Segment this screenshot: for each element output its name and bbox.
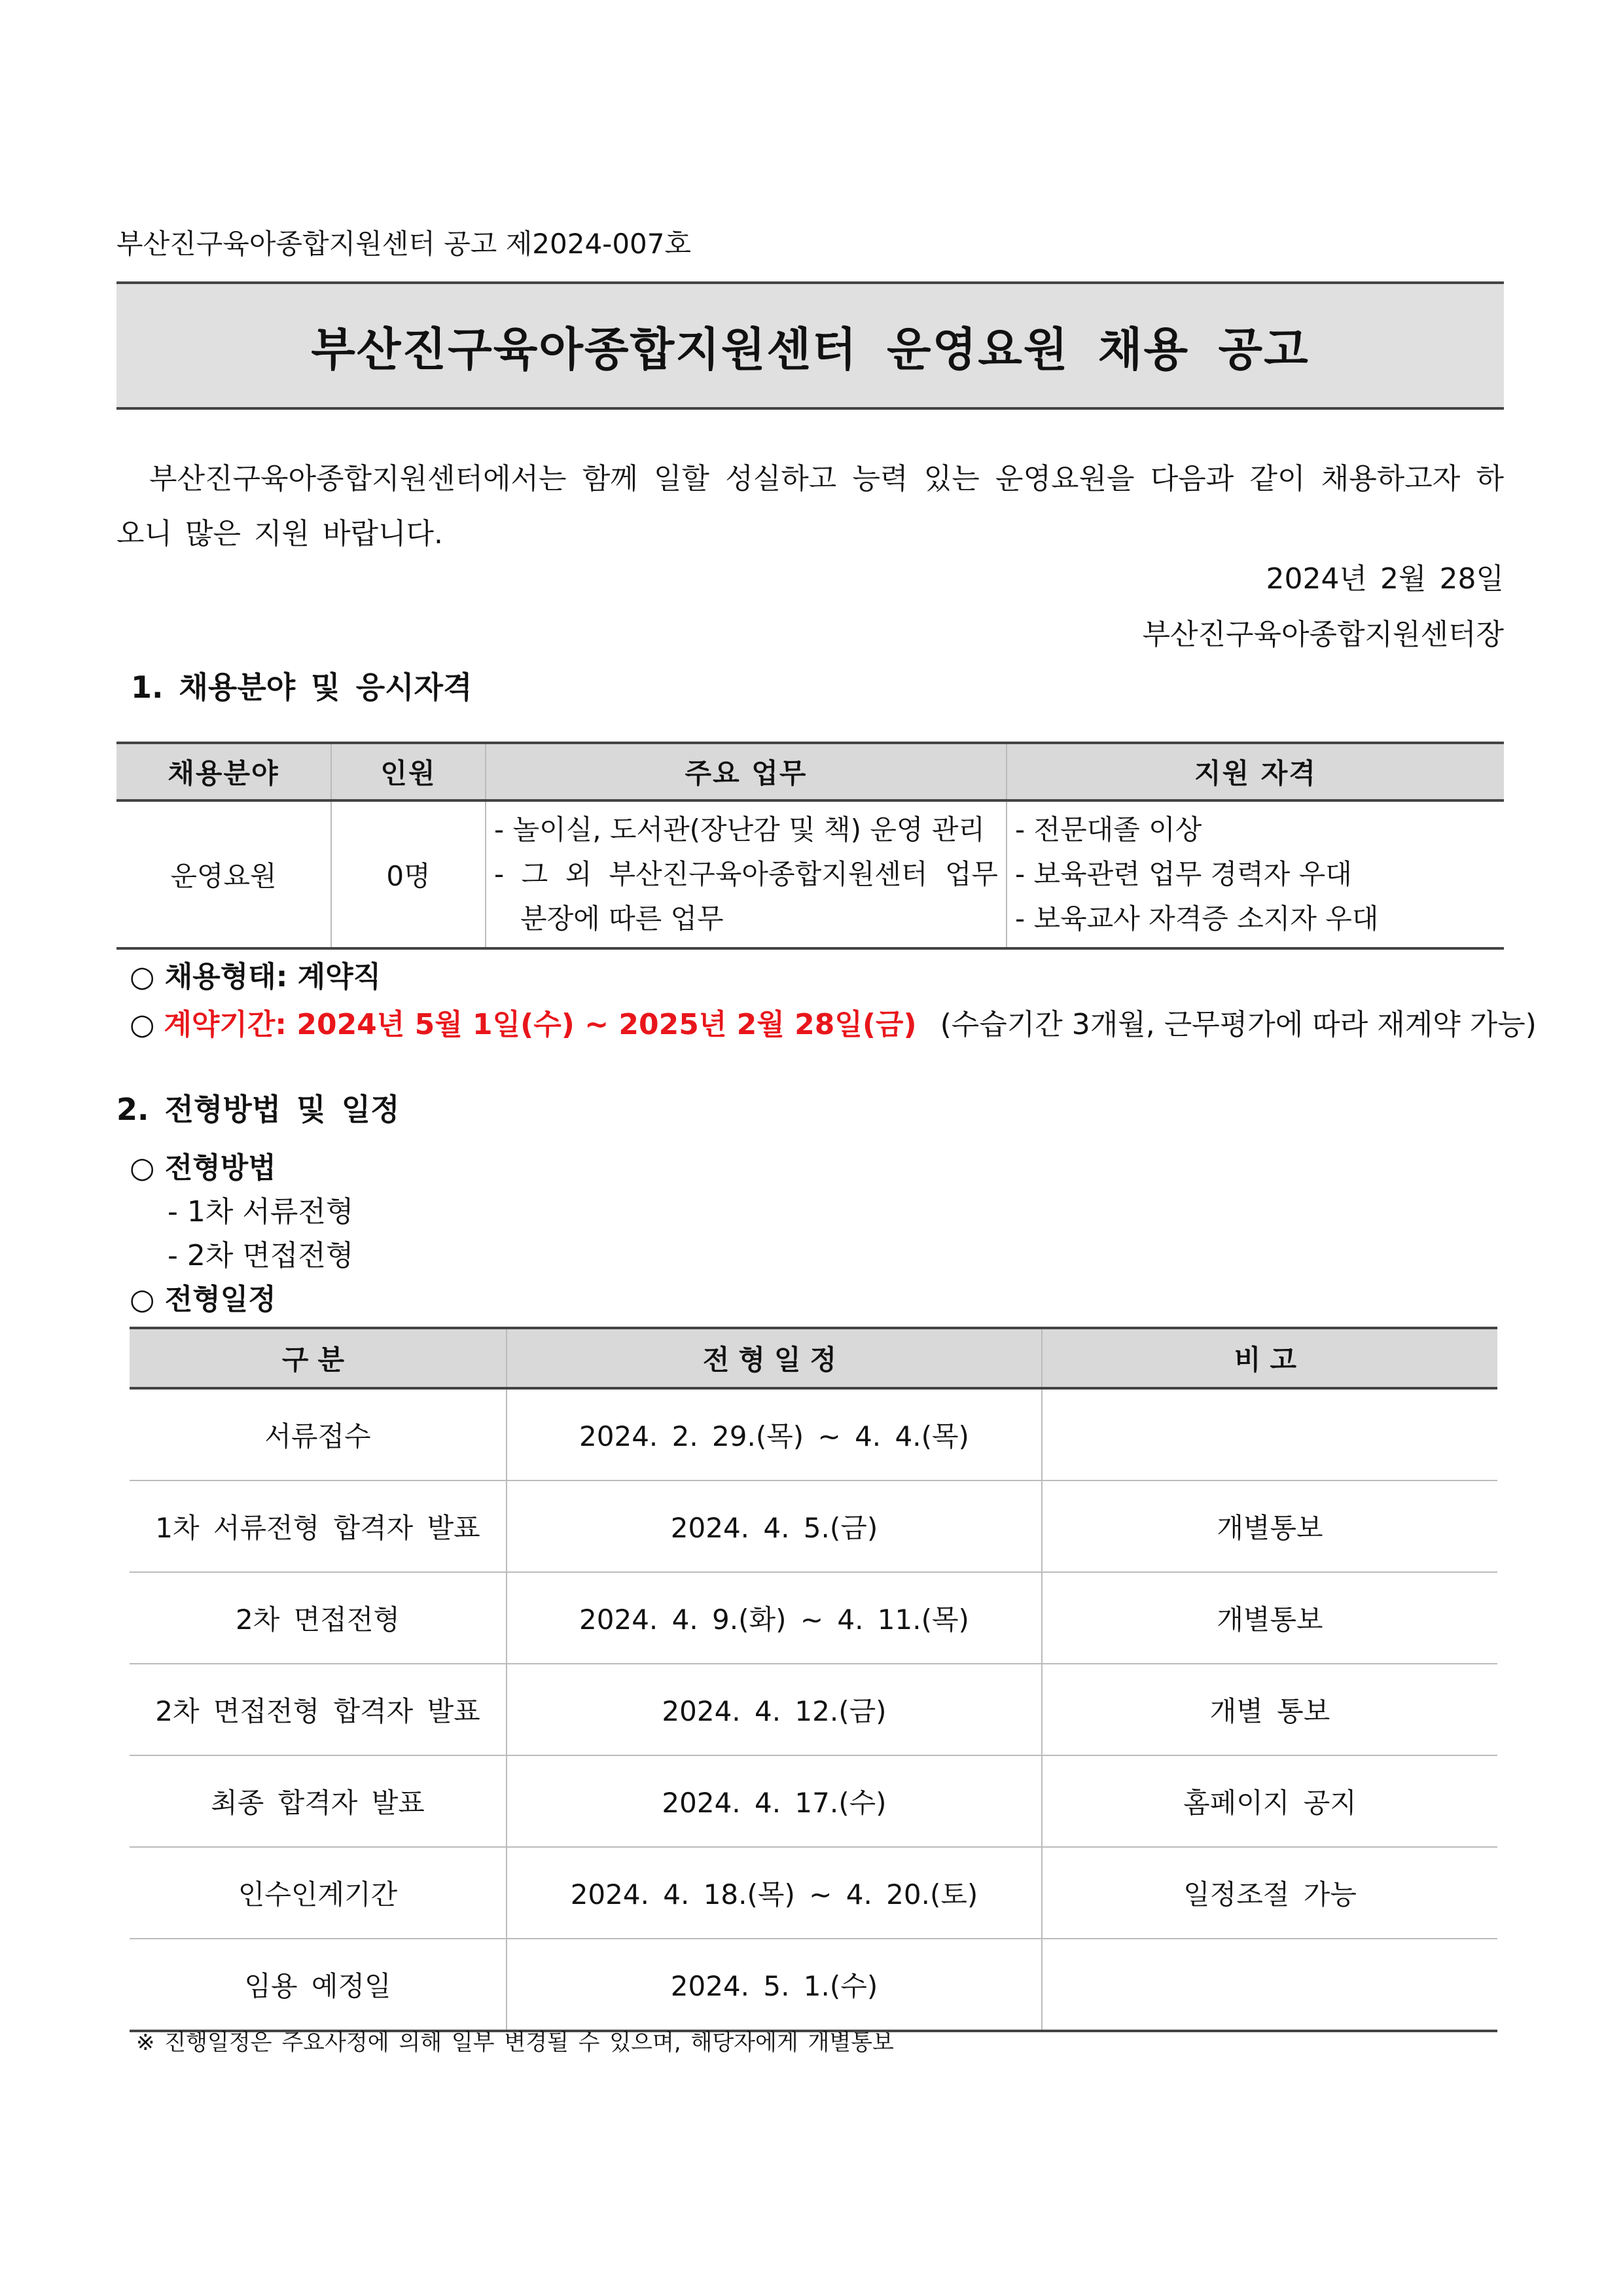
section2-heading: 2. 전형방법 및 일정 <box>116 1092 400 1127</box>
duty-line: 분장에 따른 업무 <box>520 903 724 935</box>
cell-date: 2024. 4. 9.(화) ~ 4. 11.(목) <box>507 1572 1042 1664</box>
table-row <box>130 1480 1497 1572</box>
qualification-line: - 보육관련 업무 경력자 우대 <box>1015 858 1352 890</box>
cell-date: 2024. 4. 17.(수) <box>507 1755 1042 1847</box>
bullet-circle: ○ <box>130 1008 155 1041</box>
cell-date: 2024. 5. 1.(수) <box>507 1939 1042 2031</box>
method-item: - 1차 서류전형 <box>168 1195 354 1229</box>
method-item: - 2차 면접전형 <box>168 1239 354 1272</box>
signer: 부산진구육아종합지원센터장 <box>1142 618 1504 651</box>
section1-heading: 1. 채용분야 및 응시자격 <box>131 670 473 705</box>
cell-stage: 1차 서류전형 합격자 발표 <box>130 1480 507 1572</box>
cell-stage: 2차 면접전형 합격자 발표 <box>130 1664 507 1755</box>
contract-period: 계약기간: 2024년 5월 1일(수) ~ 2025년 2월 28일(금) <box>164 1008 917 1041</box>
recruitment-table <box>116 742 1504 950</box>
notice-date: 2024년 2월 28일 <box>1266 562 1504 596</box>
cell-note: 홈페이지 공지 <box>1042 1755 1497 1847</box>
footnote: ※ 진행일정은 주요사정에 의해 일부 변경될 수 있으며, 해당자에게 개별통보 <box>136 2030 894 2056</box>
notice-number: 부산진구육아종합지원센터 공고 제2024-007호 <box>116 228 692 260</box>
qualification-line: - 보육교사 자격증 소지자 우대 <box>1015 903 1379 935</box>
header-count: 인원 <box>331 743 486 800</box>
table-row <box>130 1847 1497 1939</box>
table-row <box>130 1664 1497 1755</box>
cell-field: 운영요원 <box>116 800 331 948</box>
table-row <box>130 1939 1497 2031</box>
header-stage: 구분 <box>130 1328 507 1388</box>
table-row <box>130 1755 1497 1847</box>
header-note: 비고 <box>1042 1328 1497 1388</box>
qualification-line: - 전문대졸 이상 <box>1015 814 1202 846</box>
cell-date: 2024. 2. 29.(목) ~ 4. 4.(목) <box>507 1388 1042 1480</box>
header-field: 채용분야 <box>116 743 331 800</box>
employment-type-text: ○ 채용형태: 계약직 <box>130 960 382 994</box>
header-qualifications: 지원 자격 <box>1007 743 1504 800</box>
intro-paragraph: 부산진구육아종합지원센터에서는 함께 일할 성실하고 능력 있는 운영요원을 다음과 같이 채용하고자 하오니 많은 지원 바랍니다. <box>116 462 1504 550</box>
method-heading-text: ○ 전형방법 <box>130 1151 276 1185</box>
cell-count: 0명 <box>331 800 486 948</box>
recruitment-table-header <box>116 743 1504 800</box>
cell-date: 2024. 4. 12.(금) <box>507 1664 1042 1755</box>
cell-note <box>1042 1388 1497 1480</box>
method-heading <box>130 1149 276 1188</box>
cell-stage: 인수인계기간 <box>130 1847 507 1939</box>
cell-note: 개별통보 <box>1042 1480 1497 1572</box>
table-row <box>130 1572 1497 1664</box>
page-title: 부산진구육아종합지원센터 운영요원 채용 공고 <box>311 322 1310 376</box>
title-banner <box>116 281 1504 410</box>
schedule-table-header <box>130 1328 1497 1388</box>
schedule-table <box>130 1327 1497 2032</box>
employment-type <box>130 958 381 997</box>
schedule-heading <box>130 1280 276 1319</box>
cell-stage: 서류접수 <box>130 1388 507 1480</box>
cell-stage: 임용 예정일 <box>130 1939 507 2031</box>
header-duties: 주요 업무 <box>486 743 1007 800</box>
table-row <box>130 1388 1497 1480</box>
cell-note: 일정조절 가능 <box>1042 1847 1497 1939</box>
cell-stage: 2차 면접전형 <box>130 1572 507 1664</box>
contract-period-line <box>130 1005 1537 1045</box>
cell-note: 개별 통보 <box>1042 1664 1497 1755</box>
cell-stage: 최종 합격자 발표 <box>130 1755 507 1847</box>
cell-qualifications <box>1007 800 1504 948</box>
contract-note: (수습기간 3개월, 근무평가에 따라 재계약 가능) <box>940 1008 1537 1041</box>
cell-note <box>1042 1939 1497 2031</box>
cell-duties <box>486 800 1007 948</box>
table-row <box>116 800 1504 948</box>
cell-note: 개별통보 <box>1042 1572 1497 1664</box>
schedule-heading-text: ○ 전형일정 <box>130 1283 276 1316</box>
header-schedule: 전형일정 <box>507 1328 1042 1388</box>
cell-date: 2024. 4. 18.(목) ~ 4. 20.(토) <box>507 1847 1042 1939</box>
duty-line: - 그 외 부산진구육아종합지원센터 업무 <box>494 858 998 890</box>
cell-date: 2024. 4. 5.(금) <box>507 1480 1042 1572</box>
duty-line: - 놀이실, 도서관(장난감 및 책) 운영 관리 <box>494 814 985 846</box>
